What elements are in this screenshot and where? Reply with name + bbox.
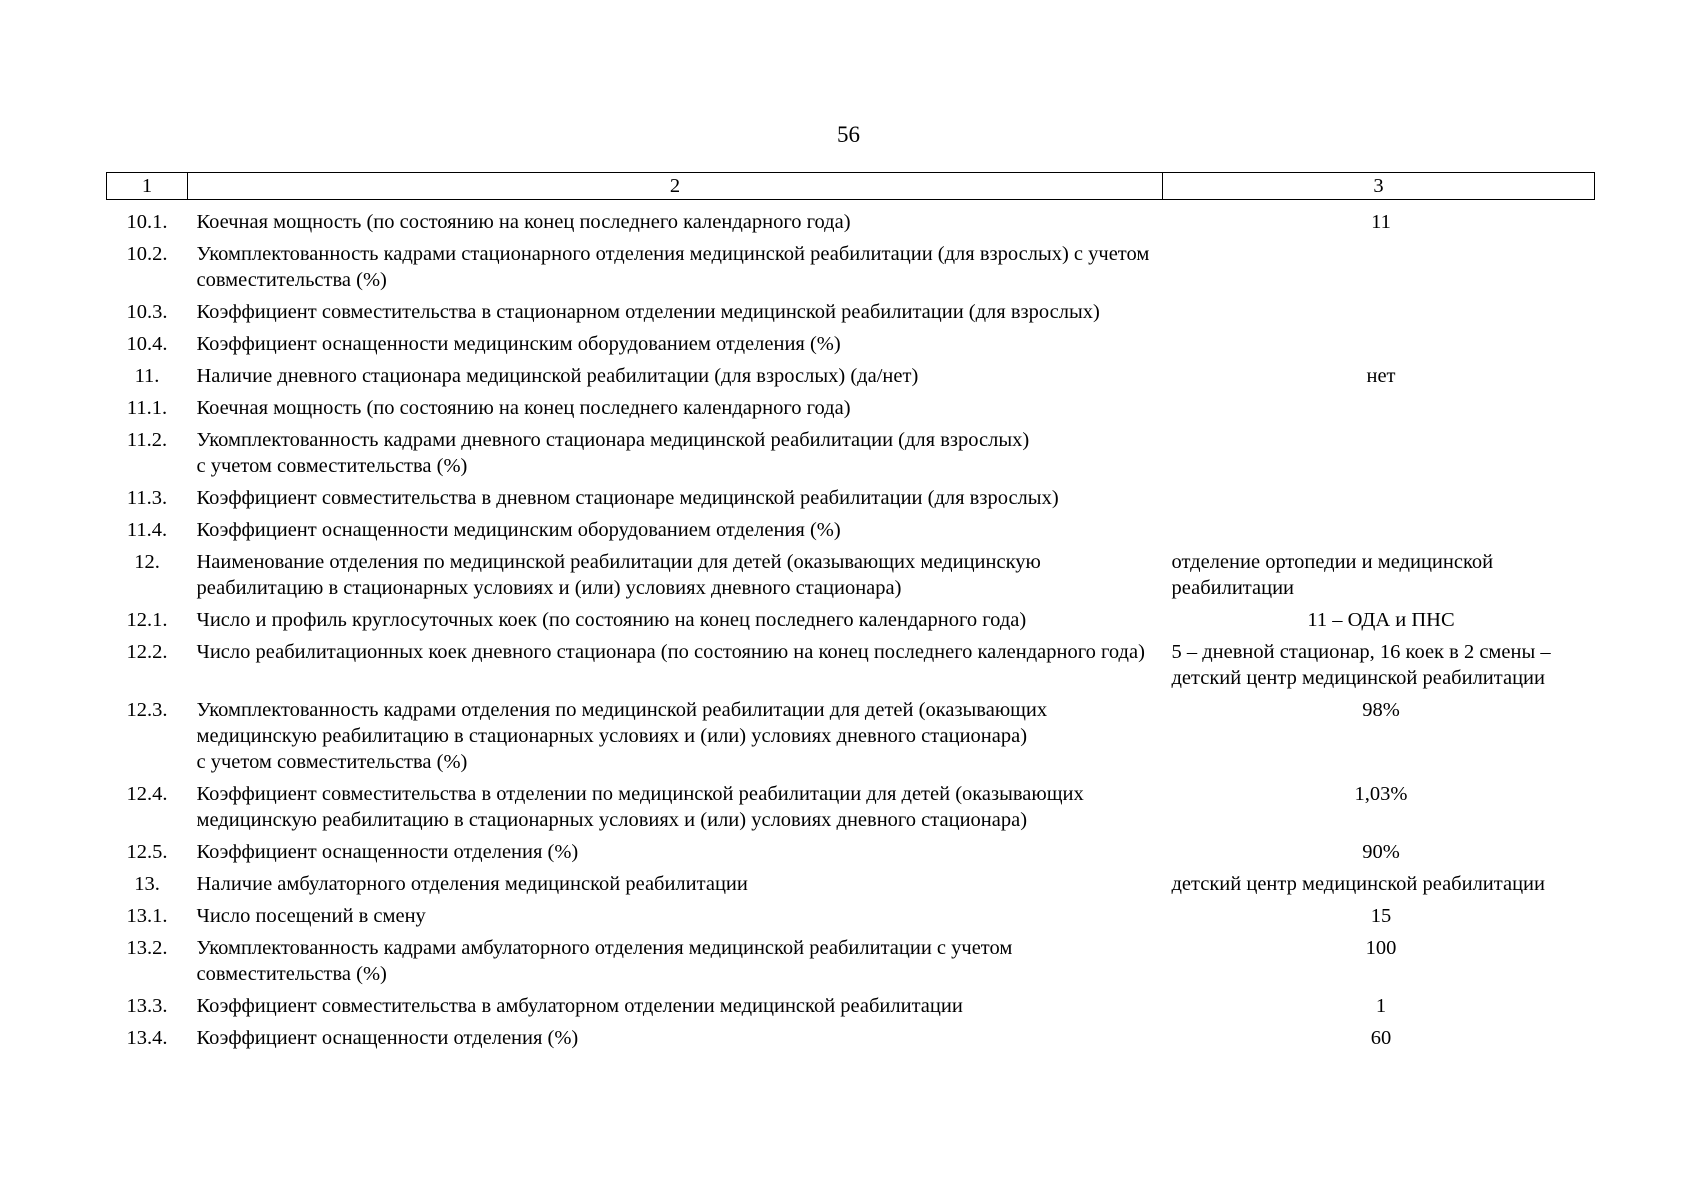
indicator-value: 90% — [1362, 841, 1400, 863]
indicator-name: Коэффициент оснащенности отделения (%) — [196, 1027, 579, 1049]
row-number: 12.1. — [126, 609, 168, 631]
row-number: 13.4. — [126, 1027, 168, 1049]
indicator-value: 5 – дневной стационар, 16 коек в 2 смены – детский центр медицинской реабилитации — [1171, 641, 1551, 689]
row-number: 11.1. — [126, 397, 168, 419]
indicator-value — [1163, 395, 1595, 427]
column-header-3: 3 — [1163, 173, 1595, 200]
row-number: 13.1. — [126, 905, 168, 927]
indicator-name: Укомплектованность кадрами стационарного отделения медицинской реабилитации (для взрослых) с учетом совместительства (%) — [196, 243, 1150, 291]
indicator-value — [1163, 427, 1595, 485]
indicator-name: Коечная мощность (по состоянию на конец последнего календарного года) — [196, 211, 851, 233]
indicator-name: Число посещений в смену — [196, 905, 426, 927]
table-row — [107, 241, 1595, 299]
row-number: 12.5. — [126, 841, 168, 863]
table-row — [107, 935, 1595, 993]
indicator-name: Коэффициент оснащенности отделения (%) — [196, 841, 579, 863]
indicator-name: Укомплектованность кадрами отделения по медицинской реабилитации для детей (оказывающих медицинскую реабилитацию в стационарных условиях и (или) условиях дневного стационара) с учетом совместительства (%) — [196, 699, 1048, 773]
table-row — [107, 903, 1595, 935]
row-number: 11.3. — [126, 487, 168, 509]
indicators-table — [106, 172, 1595, 1057]
indicator-name: Наличие дневного стационара медицинской реабилитации (для взрослых) (да/нет) — [196, 365, 919, 387]
indicator-name: Укомплектованность кадрами дневного стационара медицинской реабилитации (для взрослых) с учетом совместительства (%) — [196, 429, 1030, 477]
indicator-name: Коэффициент совместительства в стационарном отделении медицинской реабилитации (для взрослых) — [196, 301, 1100, 323]
indicator-name: Коечная мощность (по состоянию на конец последнего календарного года) — [196, 397, 851, 419]
indicator-name: Коэффициент совместительства в амбулаторном отделении медицинской реабилитации — [196, 995, 963, 1017]
row-number: 10.1. — [126, 211, 168, 233]
column-header-1: 1 — [107, 173, 188, 200]
row-number: 11. — [134, 365, 160, 387]
indicator-name: Наименование отделения по медицинской реабилитации для детей (оказывающих медицинскую реабилитацию в стационарных условиях и (или) условиях дневного стационара) — [196, 551, 1041, 599]
indicator-value: 1,03% — [1354, 783, 1408, 805]
indicator-name: Коэффициент совместительства в отделении по медицинской реабилитации для детей (оказывающих медицинскую реабилитацию в стационарных условиях и (или) условиях дневного стационара) — [196, 783, 1084, 831]
indicator-value: детский центр медицинской реабилитации — [1171, 873, 1545, 895]
indicator-value: 60 — [1370, 1027, 1392, 1049]
indicator-value: 15 — [1370, 905, 1392, 927]
row-number: 12.3. — [126, 699, 168, 721]
indicator-value: 11 — [1371, 211, 1391, 233]
table-row — [107, 697, 1595, 781]
row-number: 12. — [134, 551, 160, 573]
table-row — [107, 993, 1595, 1025]
table-row — [107, 839, 1595, 871]
indicator-value — [1163, 485, 1595, 517]
header-row — [107, 173, 1595, 200]
table-row — [107, 607, 1595, 639]
indicator-name: Коэффициент совместительства в дневном стационаре медицинской реабилитации (для взрослых) — [196, 487, 1059, 509]
table-row — [107, 1025, 1595, 1057]
indicator-value: 100 — [1365, 937, 1397, 959]
table-row — [107, 517, 1595, 549]
row-number: 10.4. — [126, 333, 168, 355]
indicator-name: Коэффициент оснащенности медицинским оборудованием отделения (%) — [196, 519, 841, 541]
table-row — [107, 395, 1595, 427]
indicator-value — [1163, 517, 1595, 549]
indicator-value: нет — [1366, 365, 1396, 387]
row-number: 13. — [134, 873, 160, 895]
table-row — [107, 781, 1595, 839]
table-row — [107, 485, 1595, 517]
row-number: 12.4. — [126, 783, 168, 805]
indicator-value: 1 — [1375, 995, 1387, 1017]
row-number: 11.4. — [126, 519, 168, 541]
indicator-value: 98% — [1362, 699, 1400, 721]
row-number: 10.2. — [126, 243, 168, 265]
page-number: 56 — [837, 122, 860, 147]
row-number: 13.2. — [126, 937, 168, 959]
table-header — [107, 173, 1595, 200]
table-row — [107, 427, 1595, 485]
row-number: 12.2. — [126, 641, 168, 663]
row-number: 11.2. — [126, 429, 168, 451]
indicator-name: Укомплектованность кадрами амбулаторного отделения медицинской реабилитации с учетом совместительства (%) — [196, 937, 1013, 985]
indicator-value — [1163, 299, 1595, 331]
table-row — [107, 299, 1595, 331]
table-row — [107, 363, 1595, 395]
indicator-name: Число и профиль круглосуточных коек (по состоянию на конец последнего календарного года) — [196, 609, 1027, 631]
indicator-name: Наличие амбулаторного отделения медицинской реабилитации — [196, 873, 748, 895]
indicator-name: Коэффициент оснащенности медицинским оборудованием отделения (%) — [196, 333, 841, 355]
table-body — [107, 200, 1595, 1058]
table-row — [107, 871, 1595, 903]
table-row — [107, 331, 1595, 363]
row-number: 10.3. — [126, 301, 168, 323]
indicator-name: Число реабилитационных коек дневного стационара (по состоянию на конец последнего календарного года) — [196, 641, 1145, 663]
table-row — [107, 549, 1595, 607]
indicator-value — [1163, 241, 1595, 299]
indicator-value — [1163, 331, 1595, 363]
indicator-value: отделение ортопедии и медицинской реабилитации — [1171, 551, 1494, 599]
indicator-value: 11 – ОДА и ПНС — [1307, 609, 1455, 631]
table-row — [107, 200, 1595, 242]
table-row — [107, 639, 1595, 697]
column-header-2: 2 — [188, 173, 1163, 200]
row-number: 13.3. — [126, 995, 168, 1017]
